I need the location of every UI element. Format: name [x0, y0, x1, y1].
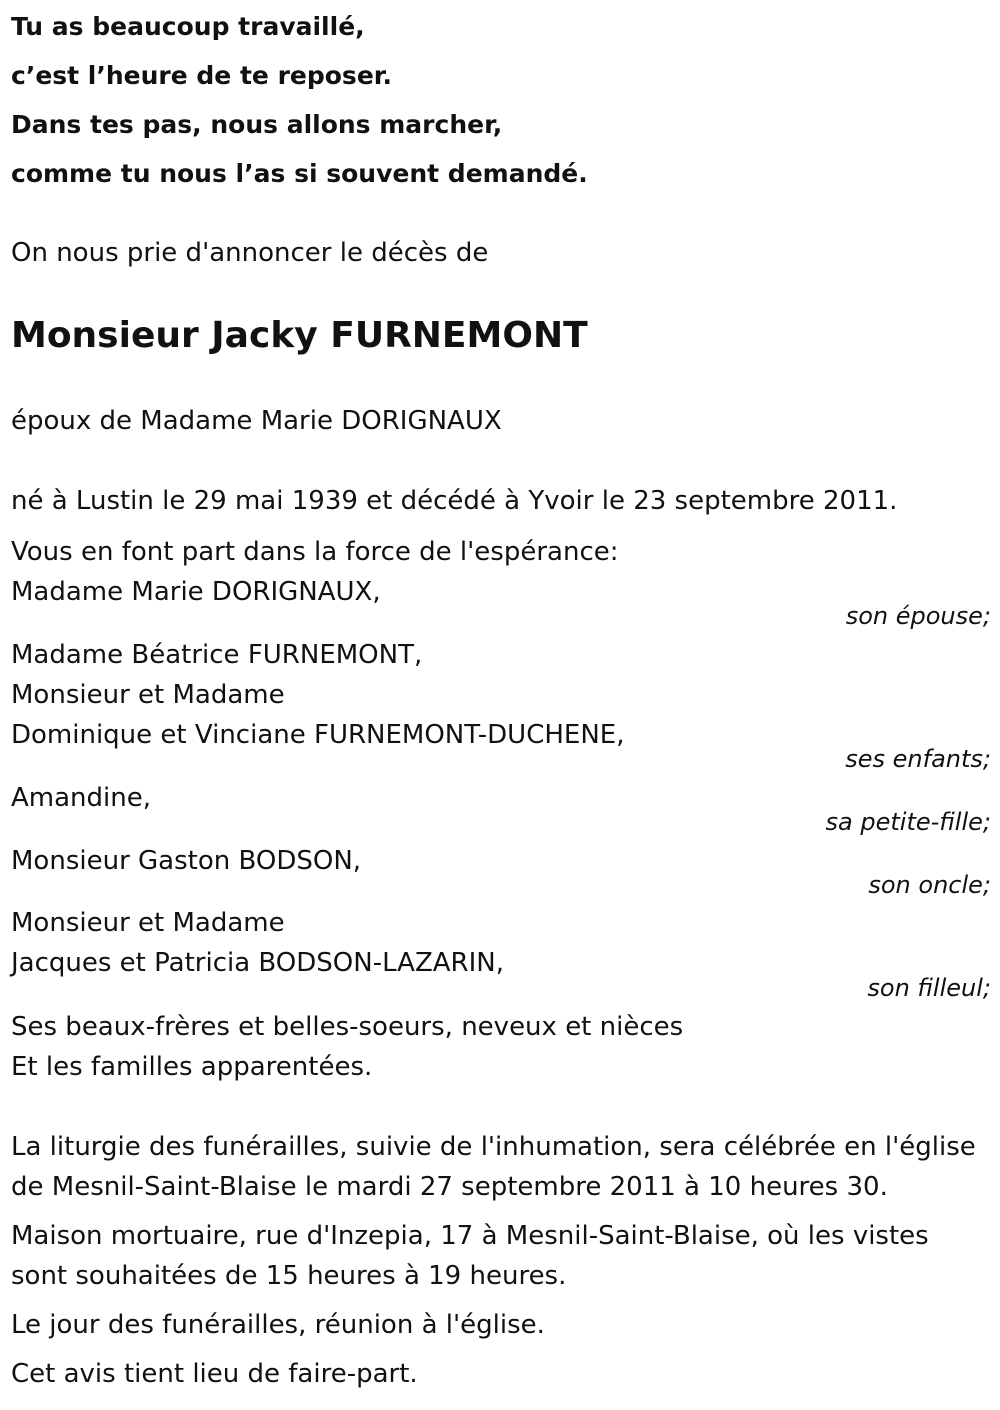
family-member: Jacques et Patricia BODSON-LAZARIN, — [11, 948, 504, 978]
relation-label: ses enfants; — [845, 745, 991, 773]
meeting-line: Le jour des funérailles, réunion à l'église. — [11, 1310, 545, 1340]
extended-family-block — [11, 1007, 991, 1087]
relation-label: son épouse; — [845, 602, 991, 630]
verse-line: c’est l’heure de te reposer. — [11, 61, 393, 90]
announce-block — [11, 532, 991, 612]
mortuary-line: Maison mortuaire, rue d'Inzepia, 17 à Mesnil-Saint-Blaise, où les vistes — [11, 1221, 929, 1251]
verse-line: Tu as beaucoup travaillé, — [11, 12, 365, 41]
closing-line: Cet avis tient lieu de faire-part. — [11, 1359, 418, 1389]
opening-verse — [11, 2, 588, 198]
intro-block — [11, 233, 991, 273]
family-member: Monsieur et Madame — [11, 680, 285, 710]
meeting-block — [11, 1305, 991, 1345]
name-block — [11, 314, 991, 358]
family-member: Dominique et Vinciane FURNEMONT-DUCHENE, — [11, 720, 625, 750]
relation-label: son oncle; — [868, 871, 991, 899]
extended-family-line: Et les familles apparentées. — [11, 1052, 373, 1082]
relation-block — [11, 602, 991, 630]
funeral-line: de Mesnil-Saint-Blaise le mardi 27 septembre 2011 à 10 heures 30. — [11, 1172, 888, 1202]
spouse-block — [11, 401, 991, 441]
relation-block — [11, 745, 991, 773]
intro-text: On nous prie d'annoncer le décès de — [11, 238, 489, 268]
closing-block — [11, 1354, 991, 1394]
birth-death-line: né à Lustin le 29 mai 1939 et décédé à Yvoir le 23 septembre 2011. — [11, 486, 898, 516]
family-member: Amandine, — [11, 783, 151, 813]
announce-intro: Vous en font part dans la force de l'espérance: — [11, 537, 619, 567]
family-member: Monsieur Gaston BODSON, — [11, 846, 362, 876]
spouse-line: époux de Madame Marie DORIGNAUX — [11, 406, 502, 436]
verse-line: Dans tes pas, nous allons marcher, — [11, 110, 503, 139]
children-block — [11, 635, 991, 755]
verse-line: comme tu nous l’as si souvent demandé. — [11, 159, 588, 188]
family-member: Madame Béatrice FURNEMONT, — [11, 640, 423, 670]
extended-family-line: Ses beaux-frères et belles-soeurs, neveux et nièces — [11, 1012, 684, 1042]
relation-block — [11, 871, 991, 899]
funeral-line: La liturgie des funérailles, suivie de l'inhumation, sera célébrée en l'église — [11, 1132, 976, 1162]
mortuary-block — [11, 1216, 991, 1296]
mortuary-line: sont souhaitées de 15 heures à 19 heures. — [11, 1261, 567, 1291]
family-member: Monsieur et Madame — [11, 908, 285, 938]
relation-label: sa petite-fille; — [825, 808, 991, 836]
deceased-name: Monsieur Jacky FURNEMONT — [11, 315, 588, 356]
dates-block — [11, 481, 991, 521]
family-member: Madame Marie DORIGNAUX, — [11, 577, 381, 607]
relation-block — [11, 808, 991, 836]
relation-block — [11, 974, 991, 1002]
relation-label: son filleul; — [867, 974, 991, 1002]
funeral-block — [11, 1127, 991, 1207]
godson-block — [11, 903, 991, 983]
